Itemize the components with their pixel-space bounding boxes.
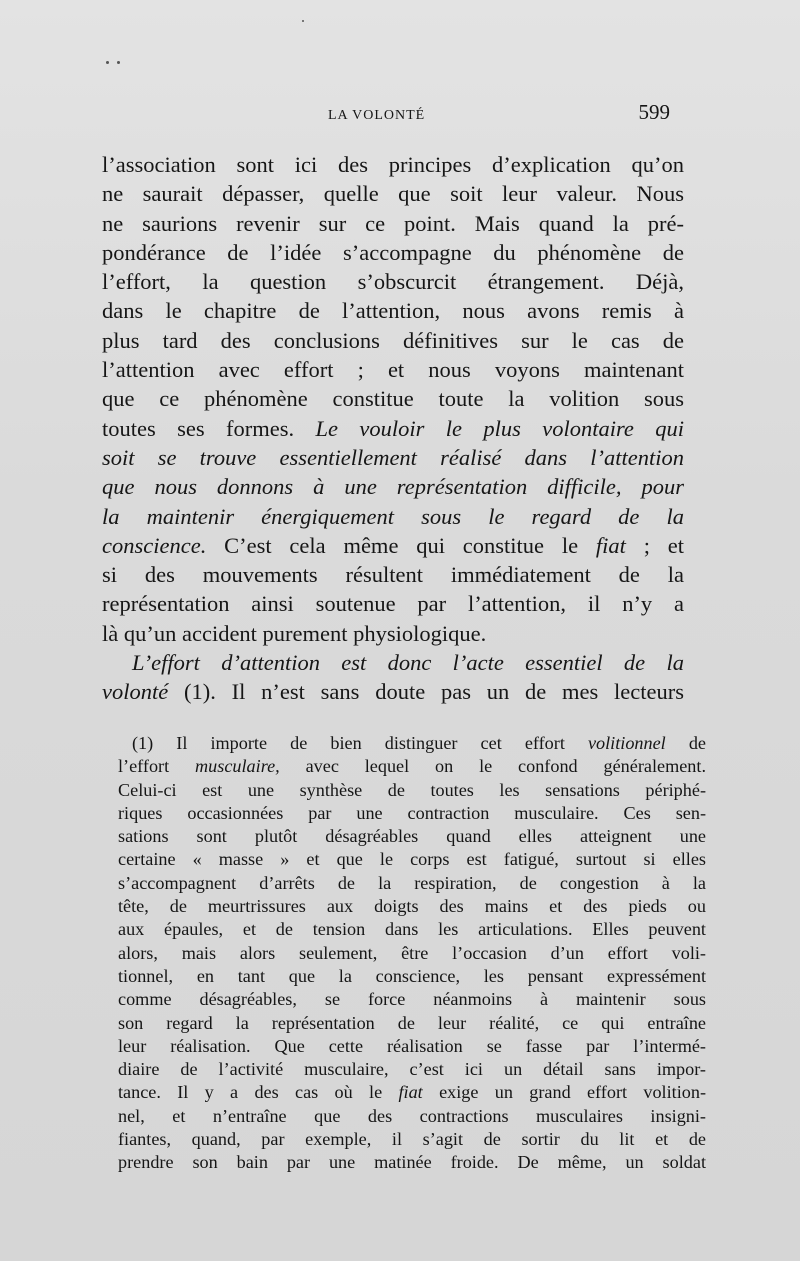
footnote-line: diaire de l’activité musculaire, c’est ici un détail sans impor- bbox=[118, 1059, 706, 1080]
running-title: LA VOLONTÉ bbox=[328, 108, 426, 123]
footnote-line: l’effort musculaire, avec lequel on le confond généralement. bbox=[118, 756, 706, 777]
footnote-line: sations sont plutôt désagréables quand elles atteignent une bbox=[118, 826, 706, 847]
footnote-line: fiantes, quand, par exemple, il s’agit de sortir du lit et de bbox=[118, 1129, 706, 1150]
print-speck bbox=[117, 61, 120, 64]
text-line: ne saurions revenir sur ce point. Mais quand la pré- bbox=[102, 210, 684, 236]
text-line: toutes ses formes. Le vouloir le plus volontaire qui bbox=[102, 415, 684, 441]
text-line: si des mouvements résultent immédiatement de la bbox=[102, 562, 684, 588]
text-line: l’association sont ici des principes d’explication qu’on bbox=[102, 152, 684, 177]
footnote-line: son regard la représentation de leur réalité, ce qui entraîne bbox=[118, 1012, 706, 1033]
footnote-line: (1) Il importe de bien distinguer cet effort volitionnel de bbox=[132, 733, 706, 753]
footnote bbox=[118, 732, 706, 1175]
footnote-line: tête, de meurtrissures aux doigts des mains et des pieds ou bbox=[118, 896, 706, 917]
text-line: l’effort, la question s’obscurcit étrangement. Déjà, bbox=[102, 269, 684, 295]
footnote-line: leur réalisation. Que cette réalisation se fasse par l’intermé- bbox=[118, 1035, 706, 1056]
running-head bbox=[100, 100, 680, 130]
footnote-line: nel, et n’entraîne que des contractions musculaires insigni- bbox=[118, 1105, 706, 1126]
text-line: là qu’un accident purement physiologique. bbox=[102, 620, 487, 646]
footnote-line: tance. Il y a des cas où le fiat exige un grand effort volition- bbox=[118, 1082, 707, 1103]
text-line: soit se trouve essentiellement réalisé dans l’attention bbox=[102, 444, 684, 470]
footnote-line: prendre son bain par une matinée froide. De même, un soldat bbox=[118, 1152, 706, 1173]
body-text bbox=[102, 150, 684, 707]
footnote-line: s’accompagnent d’arrêts de la respiration, de congestion à la bbox=[118, 872, 706, 893]
text-line: la maintenir énergiquement sous le regard de la bbox=[102, 503, 684, 529]
text-line: que ce phénomène constitue toute la volition sous bbox=[102, 386, 684, 412]
print-speck bbox=[302, 20, 304, 22]
footnote-line: certaine « masse » et que le corps est fatigué, surtout si elles bbox=[118, 849, 706, 870]
text-line: l’attention avec effort ; et nous voyons maintenant bbox=[102, 357, 684, 383]
footnote-line: comme désagréables, se force néanmoins à maintenir sous bbox=[118, 989, 706, 1010]
footnote-line: aux épaules, et de tension dans les articulations. Elles peuvent bbox=[118, 919, 706, 940]
text-line: conscience. C’est cela même qui constitue le fiat ; et bbox=[102, 532, 684, 558]
footnote-line: alors, mais alors seulement, être l’occasion d’un effort voli- bbox=[118, 942, 706, 963]
text-line: L’effort d’attention est donc l’acte essentiel de la bbox=[132, 650, 684, 676]
text-line: ne saurait dépasser, quelle que soit leur valeur. Nous bbox=[102, 181, 684, 207]
footnote-line: tionnel, en tant que la conscience, les pensant expressément bbox=[118, 965, 706, 986]
footnote-line: riques occasionnées par une contraction musculaire. Ces sen- bbox=[118, 802, 706, 823]
footnote-line: Celui-ci est une synthèse de toutes les sensations périphé- bbox=[118, 779, 706, 800]
text-line: pondérance de l’idée s’accompagne du phénomène de bbox=[102, 239, 684, 265]
text-line: dans le chapitre de l’attention, nous avons remis à bbox=[102, 298, 684, 324]
page-number: 599 bbox=[638, 100, 670, 124]
text-line: plus tard des conclusions définitives sur le cas de bbox=[102, 327, 684, 353]
print-speck bbox=[106, 61, 109, 64]
text-line: que nous donnons à une représentation difficile, pour bbox=[102, 474, 684, 500]
text-line: représentation ainsi soutenue par l’attention, il n’y a bbox=[102, 591, 684, 617]
text-line: volonté (1). Il n’est sans doute pas un de mes lecteurs bbox=[102, 679, 684, 705]
